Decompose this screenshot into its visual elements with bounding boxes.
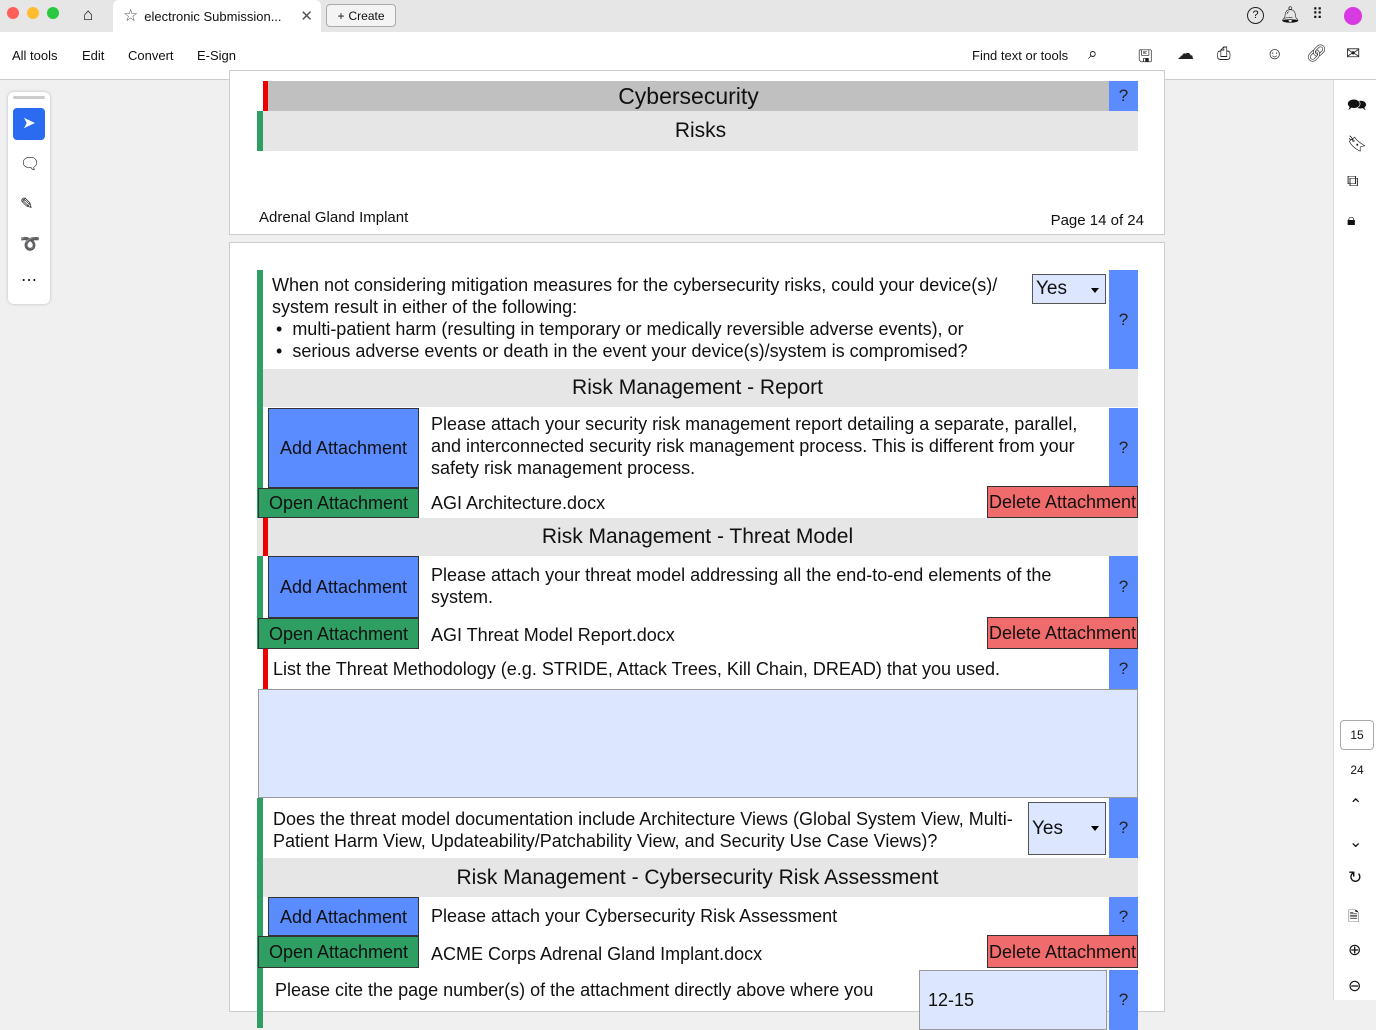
chevron-up-icon[interactable]: ⌃ — [1349, 797, 1363, 814]
footer-page-number: Page 14 of 24 — [1050, 212, 1144, 229]
create-button[interactable] — [326, 4, 396, 27]
help-button[interactable]: ? — [1109, 970, 1138, 1030]
open-attachment-button[interactable]: Open Attachment — [258, 618, 419, 649]
architecture-views-question: Does the threat model documentation include Architecture Views (Global System View, Multi-Patient Harm View, Updateability/Patchability View, and Security Use Case Views)? — [273, 809, 1013, 851]
open-attachment-button[interactable]: Open Attachment — [258, 936, 419, 968]
avatar[interactable] — [1344, 7, 1362, 25]
lasso-draw-icon[interactable]: ➰ — [20, 236, 40, 253]
right-sidebar — [1333, 80, 1376, 1000]
bullet-text: serious adverse events or death in the event your device(s)/system is compromised? — [292, 341, 968, 361]
section-title: Cybersecurity — [268, 81, 1109, 111]
chevron-down-icon[interactable]: ⌄ — [1349, 834, 1363, 851]
print-icon[interactable]: ⎙ — [1217, 44, 1231, 63]
maximize-window-button[interactable] — [47, 7, 59, 19]
find-input[interactable]: Find text or tools — [972, 48, 1069, 63]
link-icon[interactable]: 🔗︎ — [1306, 44, 1328, 63]
attachment-filename: AGI Architecture.docx — [431, 493, 606, 513]
bookmarks-icon[interactable]: 🔖︎ — [1347, 136, 1368, 153]
help-button[interactable]: ? — [1109, 408, 1138, 488]
create-label: Create — [348, 8, 385, 23]
add-attachment-button[interactable]: Add Attachment — [268, 408, 419, 488]
upload-cloud-icon[interactable]: ☁ — [1177, 44, 1194, 63]
page-number-input[interactable]: 15 — [1340, 720, 1374, 750]
architecture-views-select[interactable]: Yes — [1028, 802, 1106, 855]
close-window-button[interactable] — [7, 7, 19, 19]
help-button[interactable]: ? — [1109, 897, 1138, 936]
all-tools-menu[interactable]: All tools — [12, 48, 58, 63]
bullet-item: • serious adverse events or death in the event your device(s)/system is compromised? — [276, 341, 968, 361]
lock-icon[interactable]: 🔒︎ — [1347, 212, 1356, 229]
page-cite-input[interactable]: 12-15 — [919, 970, 1107, 1030]
document-tab[interactable] — [113, 0, 321, 32]
rotate-icon[interactable]: ↻ — [1348, 868, 1363, 887]
section-header-report: Risk Management - Report — [257, 369, 1138, 407]
threat-methodology-textarea[interactable] — [258, 689, 1138, 798]
multi-patient-harm-select[interactable]: Yes — [1032, 274, 1106, 304]
more-icon[interactable]: ⋯ — [21, 272, 37, 289]
question-text: When not considering mitigation measures for the cybersecurity risks, could your device(s)/ system result in either of the following: — [272, 275, 998, 317]
comments-icon[interactable]: 🗪 — [1347, 97, 1367, 114]
pdf-page-14 — [229, 70, 1165, 235]
complete-marker — [257, 111, 263, 151]
section-header-threat-model: Risk Management - Threat Model — [257, 518, 1138, 556]
mail-icon[interactable]: ✉ — [1346, 44, 1361, 63]
home-icon[interactable]: ⌂ — [83, 5, 94, 24]
instruction-text: Please attach your Cybersecurity Risk Assessment — [431, 906, 838, 926]
instruction-text: Please attach your threat model addressing all the end-to-end elements of the system. — [431, 565, 1052, 607]
plus-icon: + — [337, 8, 345, 23]
actual-size-icon[interactable]: 🗎 — [1348, 908, 1360, 924]
section-subtitle: Risks — [263, 111, 1138, 151]
star-icon[interactable]: ☆ — [123, 6, 139, 25]
help-button[interactable]: ? — [1109, 649, 1138, 689]
help-button[interactable]: ? — [1109, 270, 1138, 369]
page-total: 24 — [1350, 763, 1364, 777]
drag-handle[interactable] — [13, 96, 45, 99]
required-marker — [263, 518, 268, 556]
zoom-out-icon[interactable]: ⊖ — [1348, 978, 1362, 995]
convert-menu[interactable]: Convert — [128, 48, 174, 63]
required-marker — [263, 649, 268, 689]
add-attachment-button[interactable]: Add Attachment — [268, 897, 419, 936]
add-attachment-button[interactable]: Add Attachment — [268, 556, 419, 618]
tab-bar — [0, 0, 1376, 32]
esign-menu[interactable]: E-Sign — [197, 48, 237, 63]
zoom-in-icon[interactable]: ⊕ — [1348, 942, 1362, 959]
edit-menu[interactable]: Edit — [82, 48, 105, 63]
multi-patient-question — [272, 274, 1027, 362]
bell-icon[interactable]: 🔔︎ — [1280, 7, 1301, 24]
save-icon[interactable]: 🖫 — [1138, 47, 1153, 66]
instruction-text: Please attach your security risk management report detailing a separate, parallel, and interconnected security risk management process. This is different from your safety risk management process. — [431, 414, 1078, 478]
section-header-risk-assessment: Risk Management - Cybersecurity Risk Assessment — [257, 858, 1138, 897]
required-marker — [263, 81, 268, 111]
footer-device-name: Adrenal Gland Implant — [259, 209, 409, 226]
delete-attachment-button[interactable]: Delete Attachment — [987, 486, 1138, 518]
attachment-filename: AGI Threat Model Report.docx — [431, 625, 675, 645]
tab-title: electronic Submission... — [144, 8, 282, 24]
delete-attachment-button[interactable]: Delete Attachment — [987, 617, 1138, 649]
select-tool-icon[interactable]: ➤ — [13, 108, 45, 140]
complete-marker — [257, 798, 263, 858]
open-attachment-button[interactable]: Open Attachment — [258, 488, 419, 518]
apps-icon[interactable]: ⠿ — [1312, 6, 1323, 23]
help-button[interactable]: ? — [1109, 556, 1138, 618]
help-button[interactable]: ? — [1109, 798, 1138, 858]
pdf-page-15 — [229, 242, 1165, 1012]
form-content — [257, 243, 1138, 1013]
bullet-text: multi-patient harm (resulting in temporary or medically reversible adverse events), or — [292, 319, 964, 339]
pages-icon[interactable]: ⧉ — [1347, 173, 1359, 190]
add-comment-icon[interactable]: 🗨︎ — [20, 156, 41, 173]
search-icon[interactable]: ⌕ — [1088, 44, 1098, 63]
bullet-item: • multi-patient harm (resulting in temporary or medically reversible adverse events), or — [276, 319, 964, 339]
help-button[interactable]: ? — [1109, 81, 1138, 111]
close-tab-icon[interactable]: ✕ — [300, 8, 313, 25]
share-user-icon[interactable]: ☺ — [1266, 44, 1284, 63]
help-icon[interactable]: ? — [1247, 7, 1264, 24]
page-cite-question: Please cite the page number(s) of the attachment directly above where you — [275, 980, 874, 1000]
minimize-window-button[interactable] — [27, 7, 39, 19]
attachment-filename: ACME Corps Adrenal Gland Implant.docx — [431, 944, 763, 964]
quick-tools-panel — [8, 92, 50, 304]
complete-marker — [257, 270, 263, 369]
delete-attachment-button[interactable]: Delete Attachment — [987, 935, 1138, 968]
threat-methodology-question: List the Threat Methodology (e.g. STRIDE, Attack Trees, Kill Chain, DREAD) that you used. — [273, 659, 1000, 679]
highlight-pen-icon[interactable]: ✎ — [20, 196, 34, 213]
